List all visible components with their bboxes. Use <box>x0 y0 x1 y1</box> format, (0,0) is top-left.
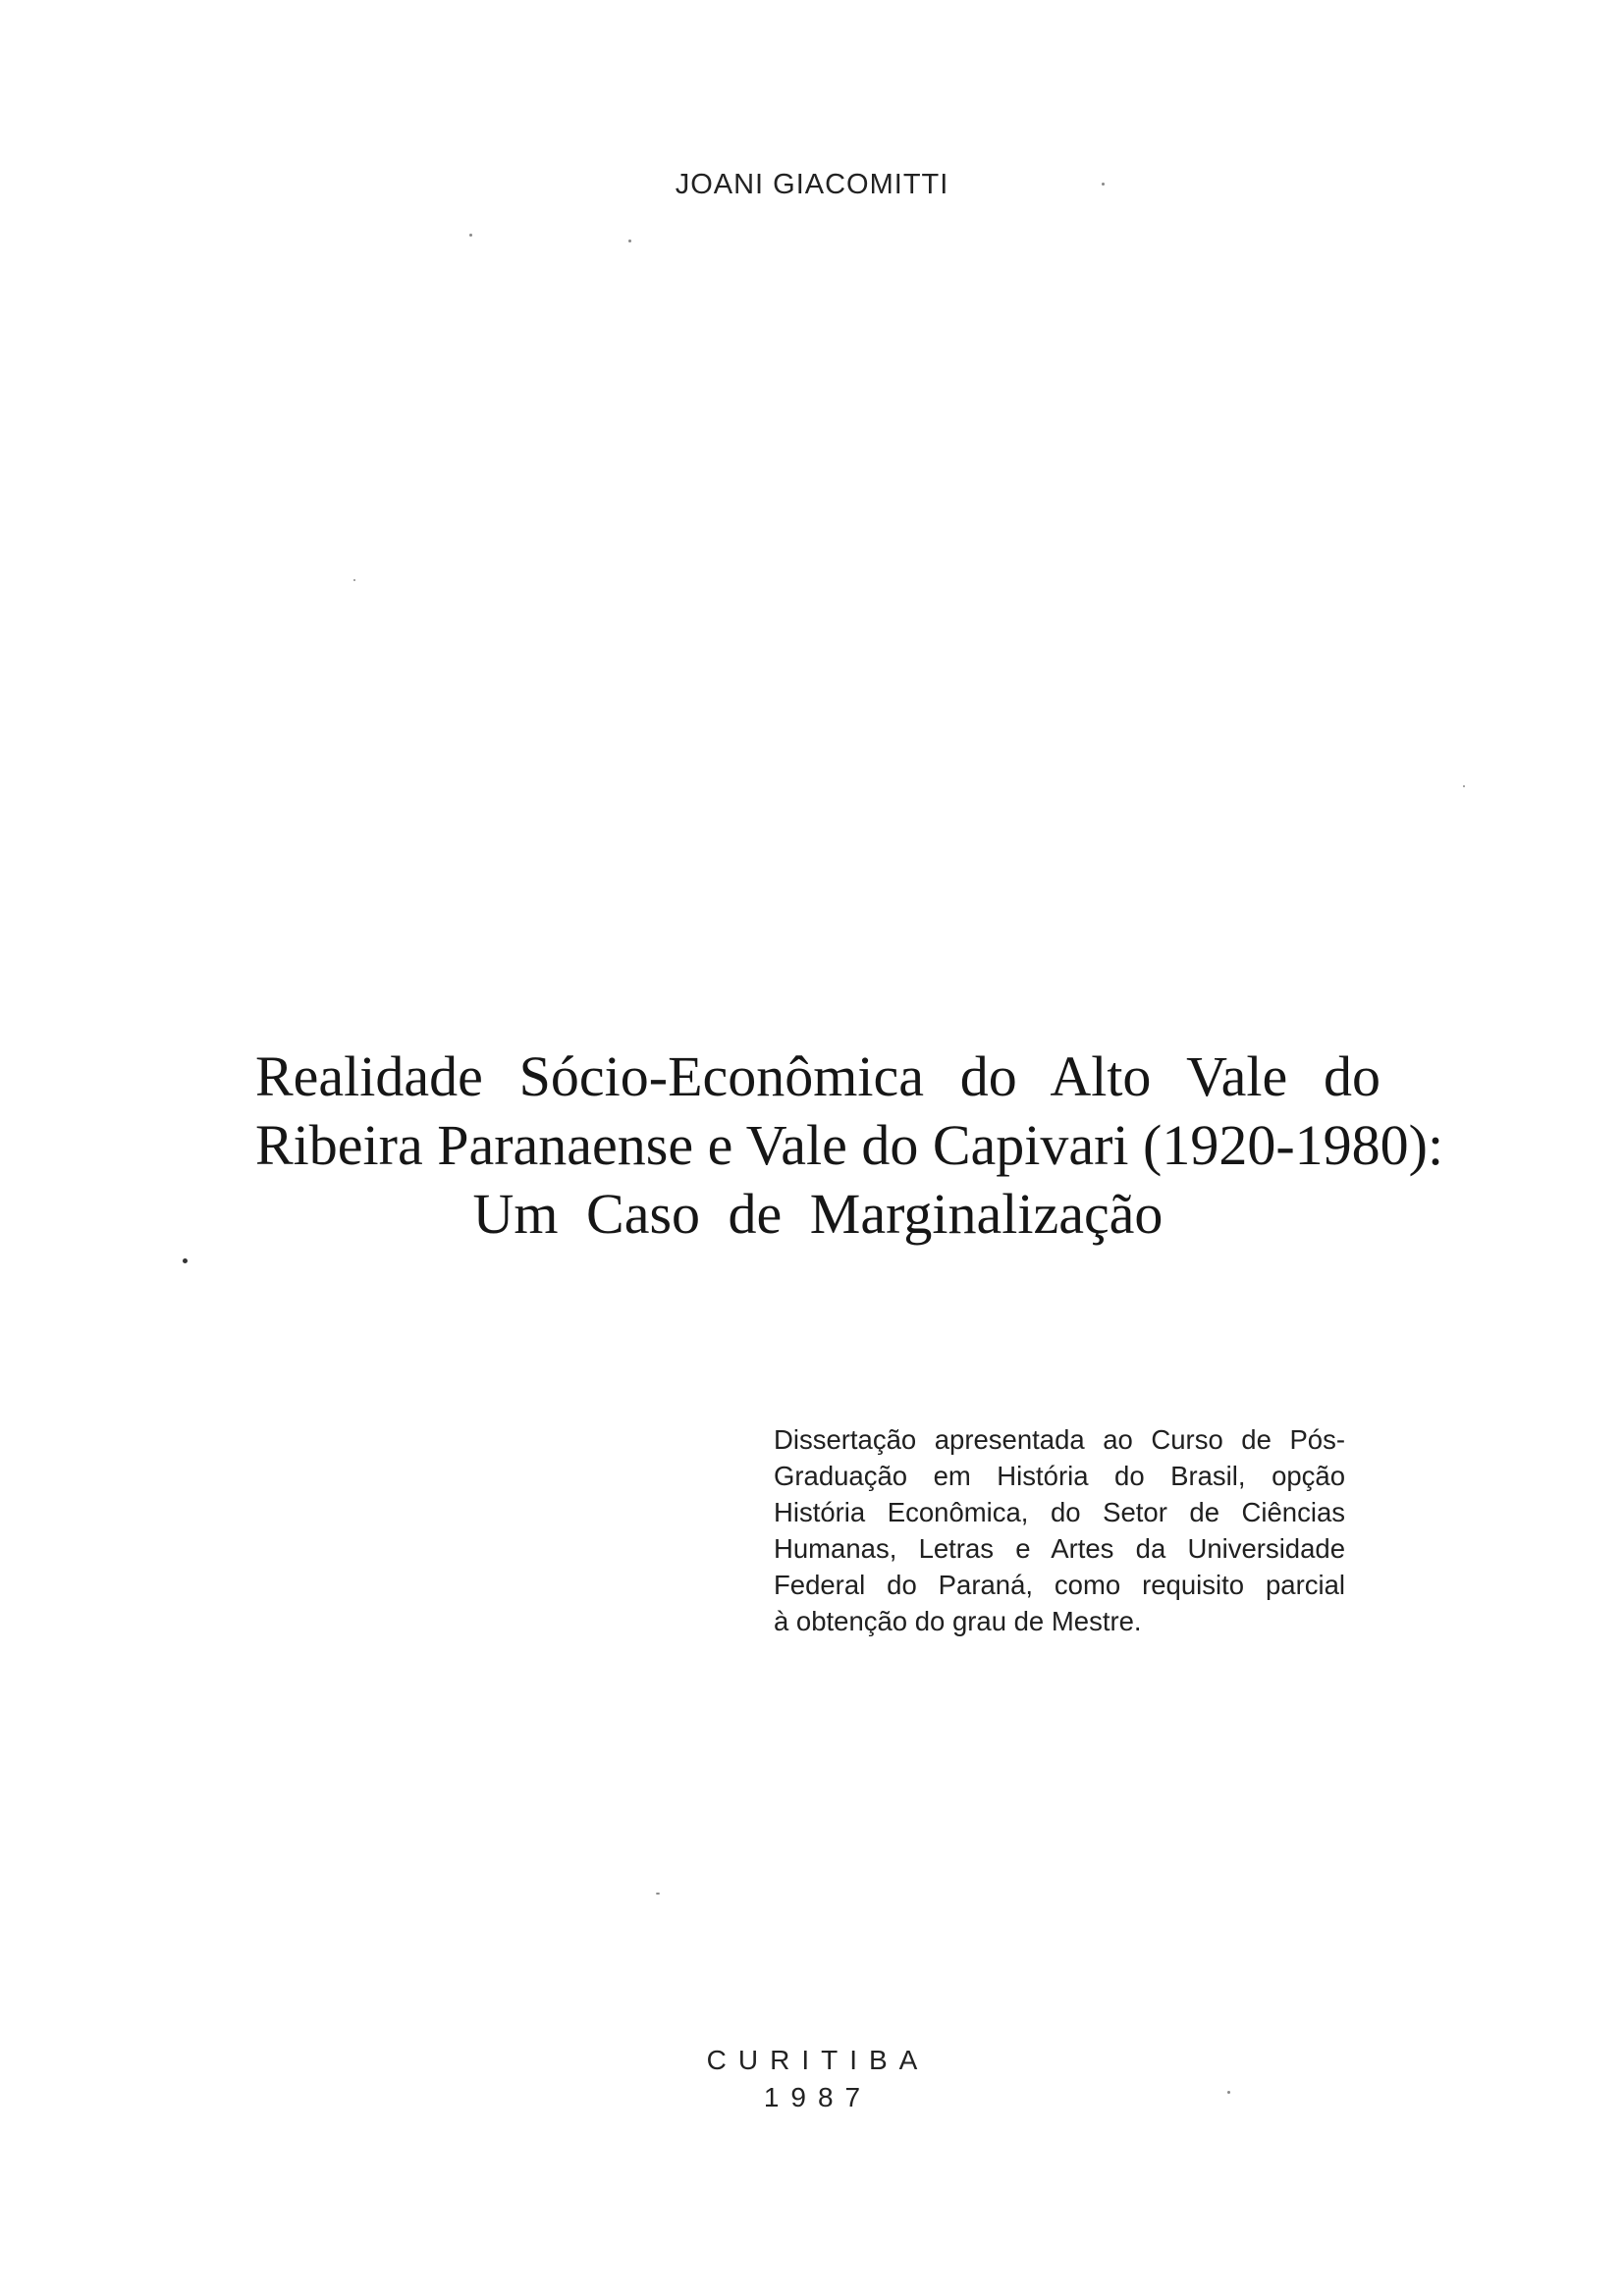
note-line-5: Federal do Paraná, como requisito parcial <box>774 1570 1345 1600</box>
title-line-3: Um Caso de Marginalização <box>472 1182 1164 1246</box>
scan-speck <box>1102 183 1105 186</box>
scan-speck <box>656 1893 660 1895</box>
author-name: JOANI GIACOMITTI <box>675 169 949 200</box>
scan-speck <box>353 579 355 581</box>
note-line-4: Humanas, Letras e Artes da Universidade <box>774 1533 1345 1564</box>
note-line-1: Dissertação apresentada ao Curso de Pós- <box>774 1424 1345 1455</box>
note-line-6: à obtenção do grau de Mestre. <box>774 1606 1142 1636</box>
scan-speck <box>469 234 472 237</box>
publication-place-year <box>0 2042 1624 2116</box>
note-line-2: Graduação em História do Brasil, opção <box>774 1461 1345 1491</box>
scan-speck <box>1227 2091 1230 2094</box>
note-line-3: História Econômica, do Setor de Ciências <box>774 1497 1345 1527</box>
title-line-1: Realidade Sócio-Econômica do Alto Vale do <box>255 1044 1380 1108</box>
publication-place: CURITIBA <box>706 2045 930 2075</box>
dissertation-note <box>774 1421 1345 1639</box>
scan-speck <box>1463 785 1465 787</box>
dissertation-title <box>255 1042 1444 1249</box>
scan-speck <box>183 1258 188 1263</box>
publication-year: 1987 <box>763 2082 873 2112</box>
title-line-2: Ribeira Paranaense e Vale do Capivari (1920-1980): <box>255 1113 1444 1177</box>
scan-speck <box>628 240 631 242</box>
